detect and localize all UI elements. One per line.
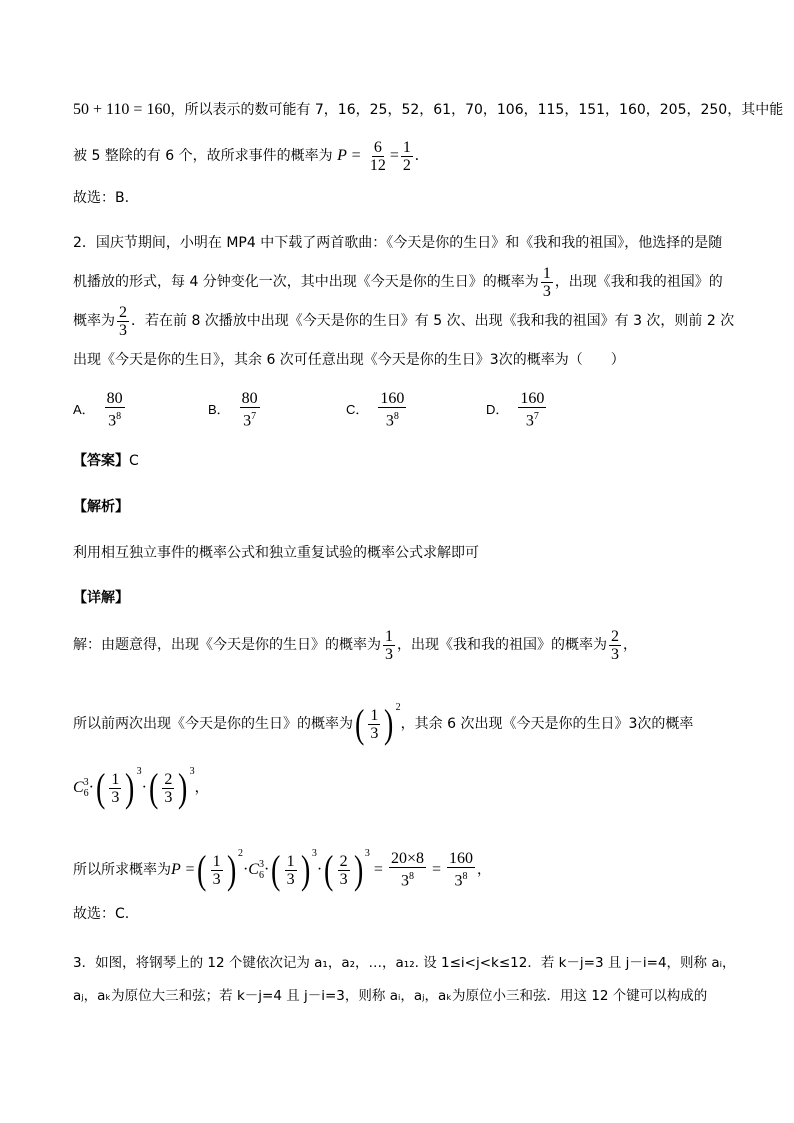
prev-equation: 50 + 110 = 160 (73, 101, 171, 118)
option-d[interactable]: D． $\frac{160}{3^7}$ (486, 390, 545, 430)
q2-line-1: 2．国庆节期间，小明在 MP4 中下载了两首歌曲：《今天是你的生日》和《我和我的祖国》，他选择的是随 (73, 235, 723, 251)
q2-select: 故选：C. (73, 906, 130, 922)
option-b[interactable]: B． $\frac{80}{3^7}$ (208, 390, 258, 430)
prev-line2-text: 被 5 整除的有 6 个，故所求事件的概率为 (73, 148, 333, 164)
prev-line-1 (73, 100, 783, 120)
prev-line-2: 被 5 整除的有 6 个，故所求事件的概率为 P = $\frac{6}{12}$ = $\frac{1}{2}$ . (73, 138, 419, 174)
detail-line-3: C 3 6 · ( $\frac{1}{3}$ ) $^3$· ( $\frac{2}{3}$ ) $^3$， (73, 765, 209, 810)
detail-line-1: 解：由题意得，出现《今天是你的生日》的概率为 $\frac{1}{3}$ ，出现《我和我的祖国》的概率为 $\frac{2}{3}$ ， (73, 627, 637, 663)
prev-P: P = (337, 147, 362, 164)
q3-line-1: 3．如图，将钢琴上的 12 个键依次记为 a₁，a₂，…，a₁₂. 设 1≤i<j<k≤12．若 k－j=3 且 j－i=4，则称 aᵢ， (73, 955, 736, 971)
prev-select: 故选：B. (73, 190, 130, 206)
q2-fraction-2-3: $\frac{2}{3}$ (119, 303, 127, 339)
q2-line-2: 机播放的形式，每 4 分钟变化一次，其中出现《今天是你的生日》的概率为 $\frac{1}{3}$ ，出现《我和我的祖国》的 (73, 264, 723, 300)
q2-fraction-1-3: $\frac{1}{3}$ (542, 264, 551, 300)
prev-fraction-1: $\frac{6}{12}$ (369, 138, 386, 174)
answer-value: C (129, 453, 139, 469)
prev-fraction-2: $\frac{1}{2}$ (402, 138, 411, 174)
detail-label: 【详解】 (73, 590, 129, 606)
option-c[interactable]: C． $\frac{160}{3^8}$ (346, 390, 405, 430)
analysis-label: 【解析】 (73, 499, 129, 515)
detail-line-4: 所以所求概率为P = ( $\frac{1}{3}$ ) $^2$·C 3 6 · ( $\frac{1}{3}$ ) $^3$· ( $\frac{2}{3}$ ) $^3$ = $\frac{20\times 8}{3^8}$ = $\frac{160}{3^8}$ ， (73, 847, 491, 892)
option-a[interactable]: A． $\frac{80}{3^8}$ (73, 390, 123, 430)
q2-line-3: 概率为 $\frac{2}{3}$ ．若在前 8 次播放中出现《今天是你的生日》有 5 次、出现《我和我的祖国》有 3 次，则前 2 次 (73, 303, 735, 339)
detail-line-2: 所以前两次出现《今天是你的生日》的概率为 ( $\frac{1}{3}$ ) $^2$，其余 6 次出现《今天是你的生日》3次的概率 (73, 701, 694, 746)
q3-line-2: aⱼ，aₖ为原位大三和弦；若 k－j=4 且 j－i=3，则称 aᵢ，aⱼ，aₖ为原位小三和弦．用这 12 个键可以构成的 (73, 988, 708, 1004)
prev-line1-text: ，所以表示的数可能有 7，16，25，52，61，70，106，115，151，160，205，250，其中能 (170, 102, 784, 118)
analysis-text: 利用相互独立事件的概率公式和独立重复试验的概率公式求解即可 (73, 545, 479, 561)
answer-label: 【答案】 (73, 453, 129, 469)
answer-line (73, 451, 139, 471)
q2-line-4: 出现《今天是你的生日》，其余 6 次可任意出现《今天是你的生日》3次的概率为（ ） (73, 352, 625, 368)
